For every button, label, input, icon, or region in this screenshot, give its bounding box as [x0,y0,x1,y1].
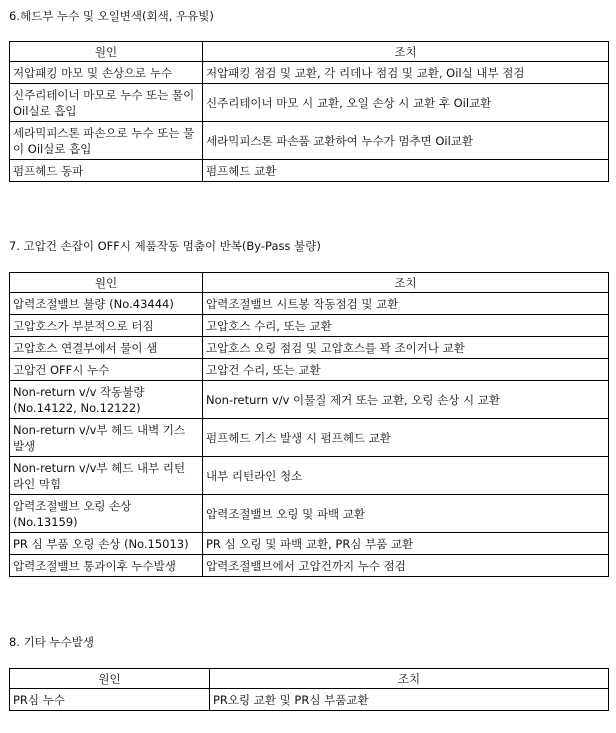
action-cell: 펌프헤드 교환 [203,160,609,182]
cause-cell: 세라믹피스톤 파손으로 누수 또는 물이 Oil실로 흡입 [10,122,203,160]
action-cell: 압력조절밸브 오링 및 파백 교환 [203,495,609,533]
table-row [10,315,609,337]
section-6-title: 6.헤드부 누수 및 오일변색(회색, 우유빛) [9,9,214,23]
cause-cell: Non-return v/v부 헤드 내벽 기스 발생 [10,419,203,457]
action-header: 조치 [203,42,609,62]
table-row [10,62,609,84]
table-row [10,337,609,359]
action-header: 조치 [203,273,609,293]
action-cell: 저압패킹 점검 및 교환, 각 리데나 점검 및 교환, Oil실 내부 점검 [203,62,609,84]
action-cell: 내부 리턴라인 청소 [203,457,609,495]
cause-header: 원인 [10,42,203,62]
cause-cell: 압력조절밸브 통과이후 누수발생 [10,555,203,577]
table-row [10,359,609,381]
cause-cell: 펌프헤드 동파 [10,160,203,182]
cause-cell: 저압패킹 마모 및 손상으로 누수 [10,62,203,84]
table-row [10,122,609,160]
section-8-title: 8. 기타 누수발생 [9,635,94,649]
action-cell: 신주리테이너 마모 시 교환, 오일 손상 시 교환 후 Oil교환 [203,84,609,122]
action-cell: Non-return v/v 이물질 제거 또는 교환, 오링 손상 시 교환 [203,381,609,419]
cause-cell: Non-return v/v 작동불량 (No.14122, No.12122) [10,381,203,419]
table-row [10,293,609,315]
cause-cell: 압력조절밸브 오링 손상 (No.13159) [10,495,203,533]
table-row [10,533,609,555]
action-cell: PR오링 교환 및 PR심 부품교환 [210,689,609,711]
table-row [10,381,609,419]
action-cell: 고압건 수리, 또는 교환 [203,359,609,381]
cause-cell: Non-return v/v부 헤드 내부 리턴 라인 막힘 [10,457,203,495]
cause-header: 원인 [10,669,210,689]
cause-cell: 고압호스 연결부에서 물이 샘 [10,337,203,359]
section-7-table [9,272,609,577]
cause-cell: 신주리테이너 마모로 누수 또는 물이 Oil실로 흡입 [10,84,203,122]
action-cell: 고압호스 오링 점검 및 고압호스를 꽉 조이거나 교환 [203,337,609,359]
table-row [10,419,609,457]
table-header-row [10,42,609,62]
action-cell: 펌프헤드 기스 발생 시 펌프헤드 교환 [203,419,609,457]
table-row [10,495,609,533]
table-row [10,160,609,182]
table-header-row [10,669,609,689]
cause-header: 원인 [10,273,203,293]
action-cell: 고압호스 수리, 또는 교환 [203,315,609,337]
table-row [10,84,609,122]
action-cell: 세라믹피스톤 파손품 교환하여 누수가 멈추면 Oil교환 [203,122,609,160]
section-7-title: 7. 고압건 손잡이 OFF시 제품작동 멈춤이 반복(By-Pass 불량) [9,239,321,253]
action-cell: 압력조절밸브에서 고압건까지 누수 점검 [203,555,609,577]
section-8-table [9,668,609,711]
action-cell: 압력조절밸브 시트봉 작동점검 및 교환 [203,293,609,315]
cause-cell: PR 심 부품 오링 손상 (No.15013) [10,533,203,555]
section-6-table [9,41,609,182]
cause-cell: 고압건 OFF시 누수 [10,359,203,381]
cause-cell: 압력조절밸브 불량 (No.43444) [10,293,203,315]
cause-cell: 고압호스가 부분적으로 터짐 [10,315,203,337]
table-header-row [10,273,609,293]
action-cell: PR 심 오링 및 파백 교환, PR심 부품 교환 [203,533,609,555]
table-row [10,555,609,577]
action-header: 조치 [210,669,609,689]
table-row [10,689,609,711]
table-row [10,457,609,495]
cause-cell: PR심 누수 [10,689,210,711]
